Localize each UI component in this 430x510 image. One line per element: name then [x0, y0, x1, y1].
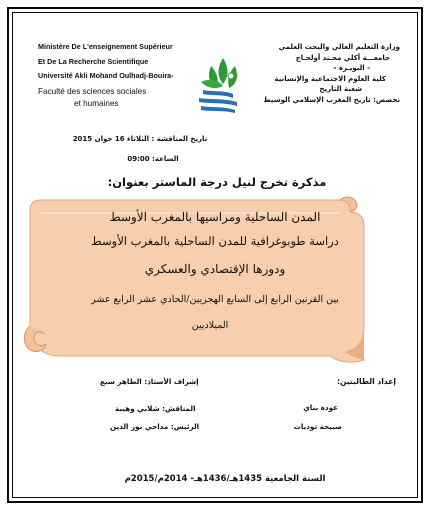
thesis-title-line5: الميلاديين	[191, 320, 229, 331]
thesis-title-line3: ودورها الإقتصادي والعسكري	[144, 262, 286, 276]
thesis-title-line4: بين القرنين الرابع إلى السابع الهجريين/الحادي عشر الرابع عشر	[91, 294, 339, 305]
academic-year: السنة الجامعية 1435هـ/1436هـ- 2014م/2015م	[124, 474, 326, 484]
university-ar: جامعـــة أكلي محـند أولحـاج	[295, 53, 390, 62]
department-ar: شعبة التاريخ	[319, 85, 362, 93]
student-name-2: صبيحة توديات	[293, 422, 342, 431]
university-fr: Université Akli Mohand Oulhadj-Bouira-	[38, 71, 174, 80]
research-fr: Et De La Recherche Scientifique	[38, 57, 149, 66]
jury-chair: الرئيس: مداحي نور الدين	[110, 422, 200, 431]
student-name-1: عودة بناي	[303, 403, 338, 412]
students-label: إعداد الطالبتين:	[336, 377, 396, 386]
thesis-title-line2: دراسة طوبوغرافية للمدن الساحلية بالمغرب الأوسط	[91, 234, 339, 248]
ministry-ar: وزارة التعليم العالي والبحث العلمي	[278, 43, 400, 51]
city-ar: - البويـرة -	[333, 64, 370, 72]
defense-time: الساعة: 09:00	[127, 155, 179, 163]
specialty-ar: تخصص: تاريخ المغرب الإسلامي الوسيط	[263, 95, 400, 104]
ministry-fr: Ministère De L'enseignement Supérieur	[38, 42, 173, 51]
thesis-title-line1: المدن الساحلية ومراسيها بالمغرب الأوسط	[109, 210, 321, 224]
faculty-fr: Faculté des sciences sociales	[38, 87, 147, 96]
faculty-ar: كلية العلوم الاجتماعية والإنسانية	[274, 74, 386, 83]
supervisor: إشراف الأستاذ: الطاهر سبع	[100, 377, 199, 386]
faculty-fr-cont: et humaines	[74, 99, 119, 108]
examiner: المناقش: شلابي وهيبة	[115, 404, 196, 413]
memo-title: مذكرة تخرج لنيل درجة الماستر بعنوان:	[107, 175, 327, 189]
defense-date: تاريخ المناقشة : الثلاثاء 16 جوان 2015	[72, 135, 208, 143]
